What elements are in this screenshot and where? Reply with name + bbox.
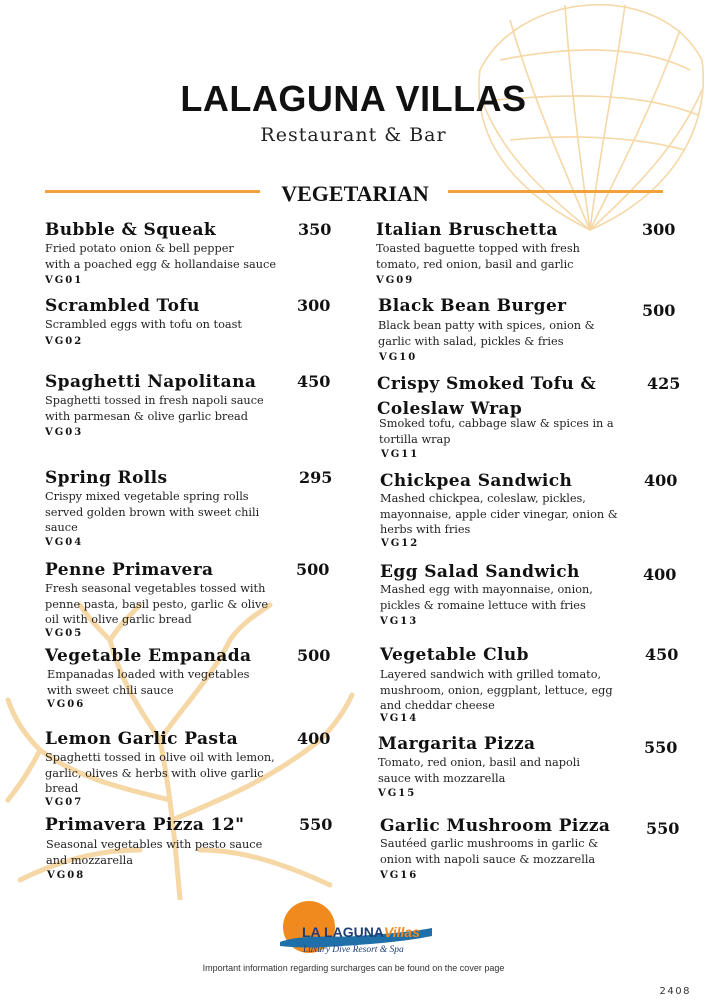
menu-item <box>45 468 335 553</box>
shell-decoration <box>440 0 707 240</box>
item-description-line: garlic with salad, pickles & fries <box>378 334 564 348</box>
item-price: 300 <box>297 296 331 315</box>
item-description-line: Scrambled eggs with tofu on toast <box>45 318 242 331</box>
menu-item <box>377 372 682 462</box>
item-description <box>47 667 249 698</box>
item-description <box>380 836 598 867</box>
item-price: 550 <box>644 738 678 757</box>
menu-item <box>380 562 685 632</box>
menu-item <box>45 815 335 885</box>
item-price: 400 <box>643 565 677 584</box>
item-code: VG13 <box>380 616 419 627</box>
item-description-line: Toasted baguette topped with fresh <box>376 242 580 255</box>
item-name: Vegetable Club <box>380 645 529 665</box>
item-name: Egg Salad Sandwich <box>380 562 580 582</box>
item-description-line: Fried potato onion & bell pepper <box>45 242 234 255</box>
item-code: VG01 <box>45 275 84 286</box>
logo-brand-text: LA LAGUNAVillas <box>302 924 420 940</box>
item-description-line: and cheddar cheese <box>380 699 495 712</box>
item-description-line: served golden brown with sweet chili <box>45 505 260 519</box>
item-code: VG02 <box>45 336 84 347</box>
item-description-line: Smoked tofu, cabbage slaw & spices in a <box>379 417 614 430</box>
footer-note: Important information regarding surcharges can be found on the cover page <box>202 963 505 973</box>
menu-item <box>380 471 685 556</box>
item-name: Primavera Pizza 12" <box>45 815 245 835</box>
item-description-line: with sweet chili sauce <box>47 683 174 697</box>
logo-tagline: Luxury Dive Resort & Spa <box>303 945 404 955</box>
item-description-line: with a poached egg & hollandaise sauce <box>45 257 277 271</box>
item-code: VG03 <box>45 427 84 438</box>
section-rule-right <box>448 190 663 193</box>
menu-item <box>45 729 335 814</box>
item-code: VG10 <box>379 352 418 363</box>
item-code: VG16 <box>380 870 419 881</box>
menu-item <box>45 560 335 645</box>
item-description-line: pickles & romaine lettuce with fries <box>380 598 586 612</box>
item-description <box>380 582 593 613</box>
section-heading: VEGETARIAN <box>281 181 429 206</box>
item-name: Crispy Smoked Tofu & Coleslaw Wrap <box>377 374 597 419</box>
item-description <box>46 837 262 868</box>
item-name: Lemon Garlic Pasta <box>45 729 239 749</box>
item-description-line: mushroom, onion, eggplant, lettuce, egg <box>380 683 613 697</box>
item-name: Spaghetti Napolitana <box>45 372 257 392</box>
item-price: 500 <box>642 301 676 320</box>
item-description-line: Spaghetti tossed in fresh napoli sauce <box>45 394 264 407</box>
item-description <box>45 393 264 424</box>
item-description <box>379 416 614 447</box>
item-description <box>45 317 242 333</box>
item-name: Chickpea Sandwich <box>380 471 573 491</box>
item-description-line: Empanadas loaded with vegetables <box>47 668 250 681</box>
item-price: 500 <box>297 646 331 665</box>
item-description-line: garlic, olives & herbs with olive garlic <box>45 766 264 780</box>
item-description-line: sauce <box>45 521 78 534</box>
menu-item <box>45 646 335 716</box>
item-description-line: mayonnaise, apple cider vinegar, onion & <box>380 507 618 521</box>
item-price: 550 <box>299 815 333 834</box>
item-description-line: Layered sandwich with grilled tomato, <box>380 668 602 681</box>
item-description-line: with parmesan & olive garlic bread <box>45 409 248 423</box>
item-name: Bubble & Squeak <box>45 220 217 240</box>
brand-logo <box>272 898 442 960</box>
item-description <box>378 318 595 349</box>
menu-item <box>380 645 685 730</box>
item-price: 295 <box>299 468 333 487</box>
item-price: 500 <box>296 560 330 579</box>
item-description-line: tomato, red onion, basil and garlic <box>376 257 574 271</box>
menu-item <box>380 816 685 886</box>
menu-item <box>376 220 681 290</box>
item-description <box>378 755 580 786</box>
item-description-line: penne pasta, basil pesto, garlic & olive <box>45 597 269 611</box>
item-description <box>45 241 276 272</box>
item-code: VG08 <box>47 870 86 881</box>
item-description-line: Spaghetti tossed in olive oil with lemon, <box>45 751 275 764</box>
item-description-line: Tomato, red onion, basil and napoli <box>378 756 580 769</box>
item-code: VG15 <box>378 788 417 799</box>
item-price: 425 <box>647 374 681 393</box>
item-name: Garlic Mushroom Pizza <box>380 816 611 836</box>
item-price: 400 <box>644 471 678 490</box>
item-name: Italian Bruschetta <box>376 220 558 240</box>
item-name: Vegetable Empanada <box>45 646 252 666</box>
item-code: VG04 <box>45 537 84 548</box>
page-code: 2408 <box>659 986 691 997</box>
page-subtitle: Restaurant & Bar <box>260 124 447 146</box>
menu-item <box>45 220 335 290</box>
item-description-line: Black bean patty with spices, onion & <box>378 319 595 332</box>
item-description <box>376 241 580 272</box>
item-price: 400 <box>297 729 331 748</box>
item-description-line: tortilla wrap <box>379 432 451 446</box>
item-price: 450 <box>297 372 331 391</box>
item-description-line: onion with napoli sauce & mozzarella <box>380 852 596 866</box>
item-price: 450 <box>645 645 679 664</box>
menu-item <box>378 734 683 804</box>
item-code: VG06 <box>47 699 86 710</box>
menu-item <box>378 296 683 366</box>
item-description-line: Fresh seasonal vegetables tossed with <box>45 582 266 595</box>
item-description-line: Seasonal vegetables with pesto sauce <box>46 838 263 851</box>
item-name: Penne Primavera <box>45 560 214 580</box>
item-description <box>45 750 275 797</box>
item-price: 550 <box>646 819 680 838</box>
item-code: VG12 <box>381 538 420 549</box>
item-description-line: herbs with fries <box>380 523 471 536</box>
item-code: VG07 <box>45 797 84 808</box>
item-description-line: Mashed chickpea, coleslaw, pickles, <box>380 492 586 505</box>
menu-item <box>45 372 335 442</box>
item-code: VG11 <box>381 449 420 460</box>
item-price: 300 <box>642 220 676 239</box>
item-description <box>45 581 268 628</box>
item-description-line: Mashed egg with mayonnaise, onion, <box>380 583 593 596</box>
item-code: VG14 <box>380 713 419 724</box>
item-price: 350 <box>298 220 332 239</box>
section-rule-left <box>45 190 260 193</box>
item-code: VG09 <box>376 275 415 286</box>
item-code: VG05 <box>45 628 84 639</box>
item-description-line: Sautéed garlic mushrooms in garlic & <box>380 837 599 850</box>
item-name: Margarita Pizza <box>378 734 536 754</box>
item-description-line: sauce with mozzarella <box>378 771 506 785</box>
item-name: Scrambled Tofu <box>45 296 200 316</box>
item-description <box>45 489 259 536</box>
item-description-line: bread <box>45 782 79 795</box>
item-description-line: and mozzarella <box>46 853 134 867</box>
item-name: Black Bean Burger <box>378 296 567 316</box>
page-title: LALAGUNA VILLAS <box>180 78 527 119</box>
item-name: Spring Rolls <box>45 468 168 488</box>
item-description-line: Crispy mixed vegetable spring rolls <box>45 490 249 503</box>
item-description <box>380 667 613 714</box>
menu-item <box>45 296 335 351</box>
item-description-line: oil with olive garlic bread <box>45 613 192 626</box>
item-description <box>380 491 618 538</box>
